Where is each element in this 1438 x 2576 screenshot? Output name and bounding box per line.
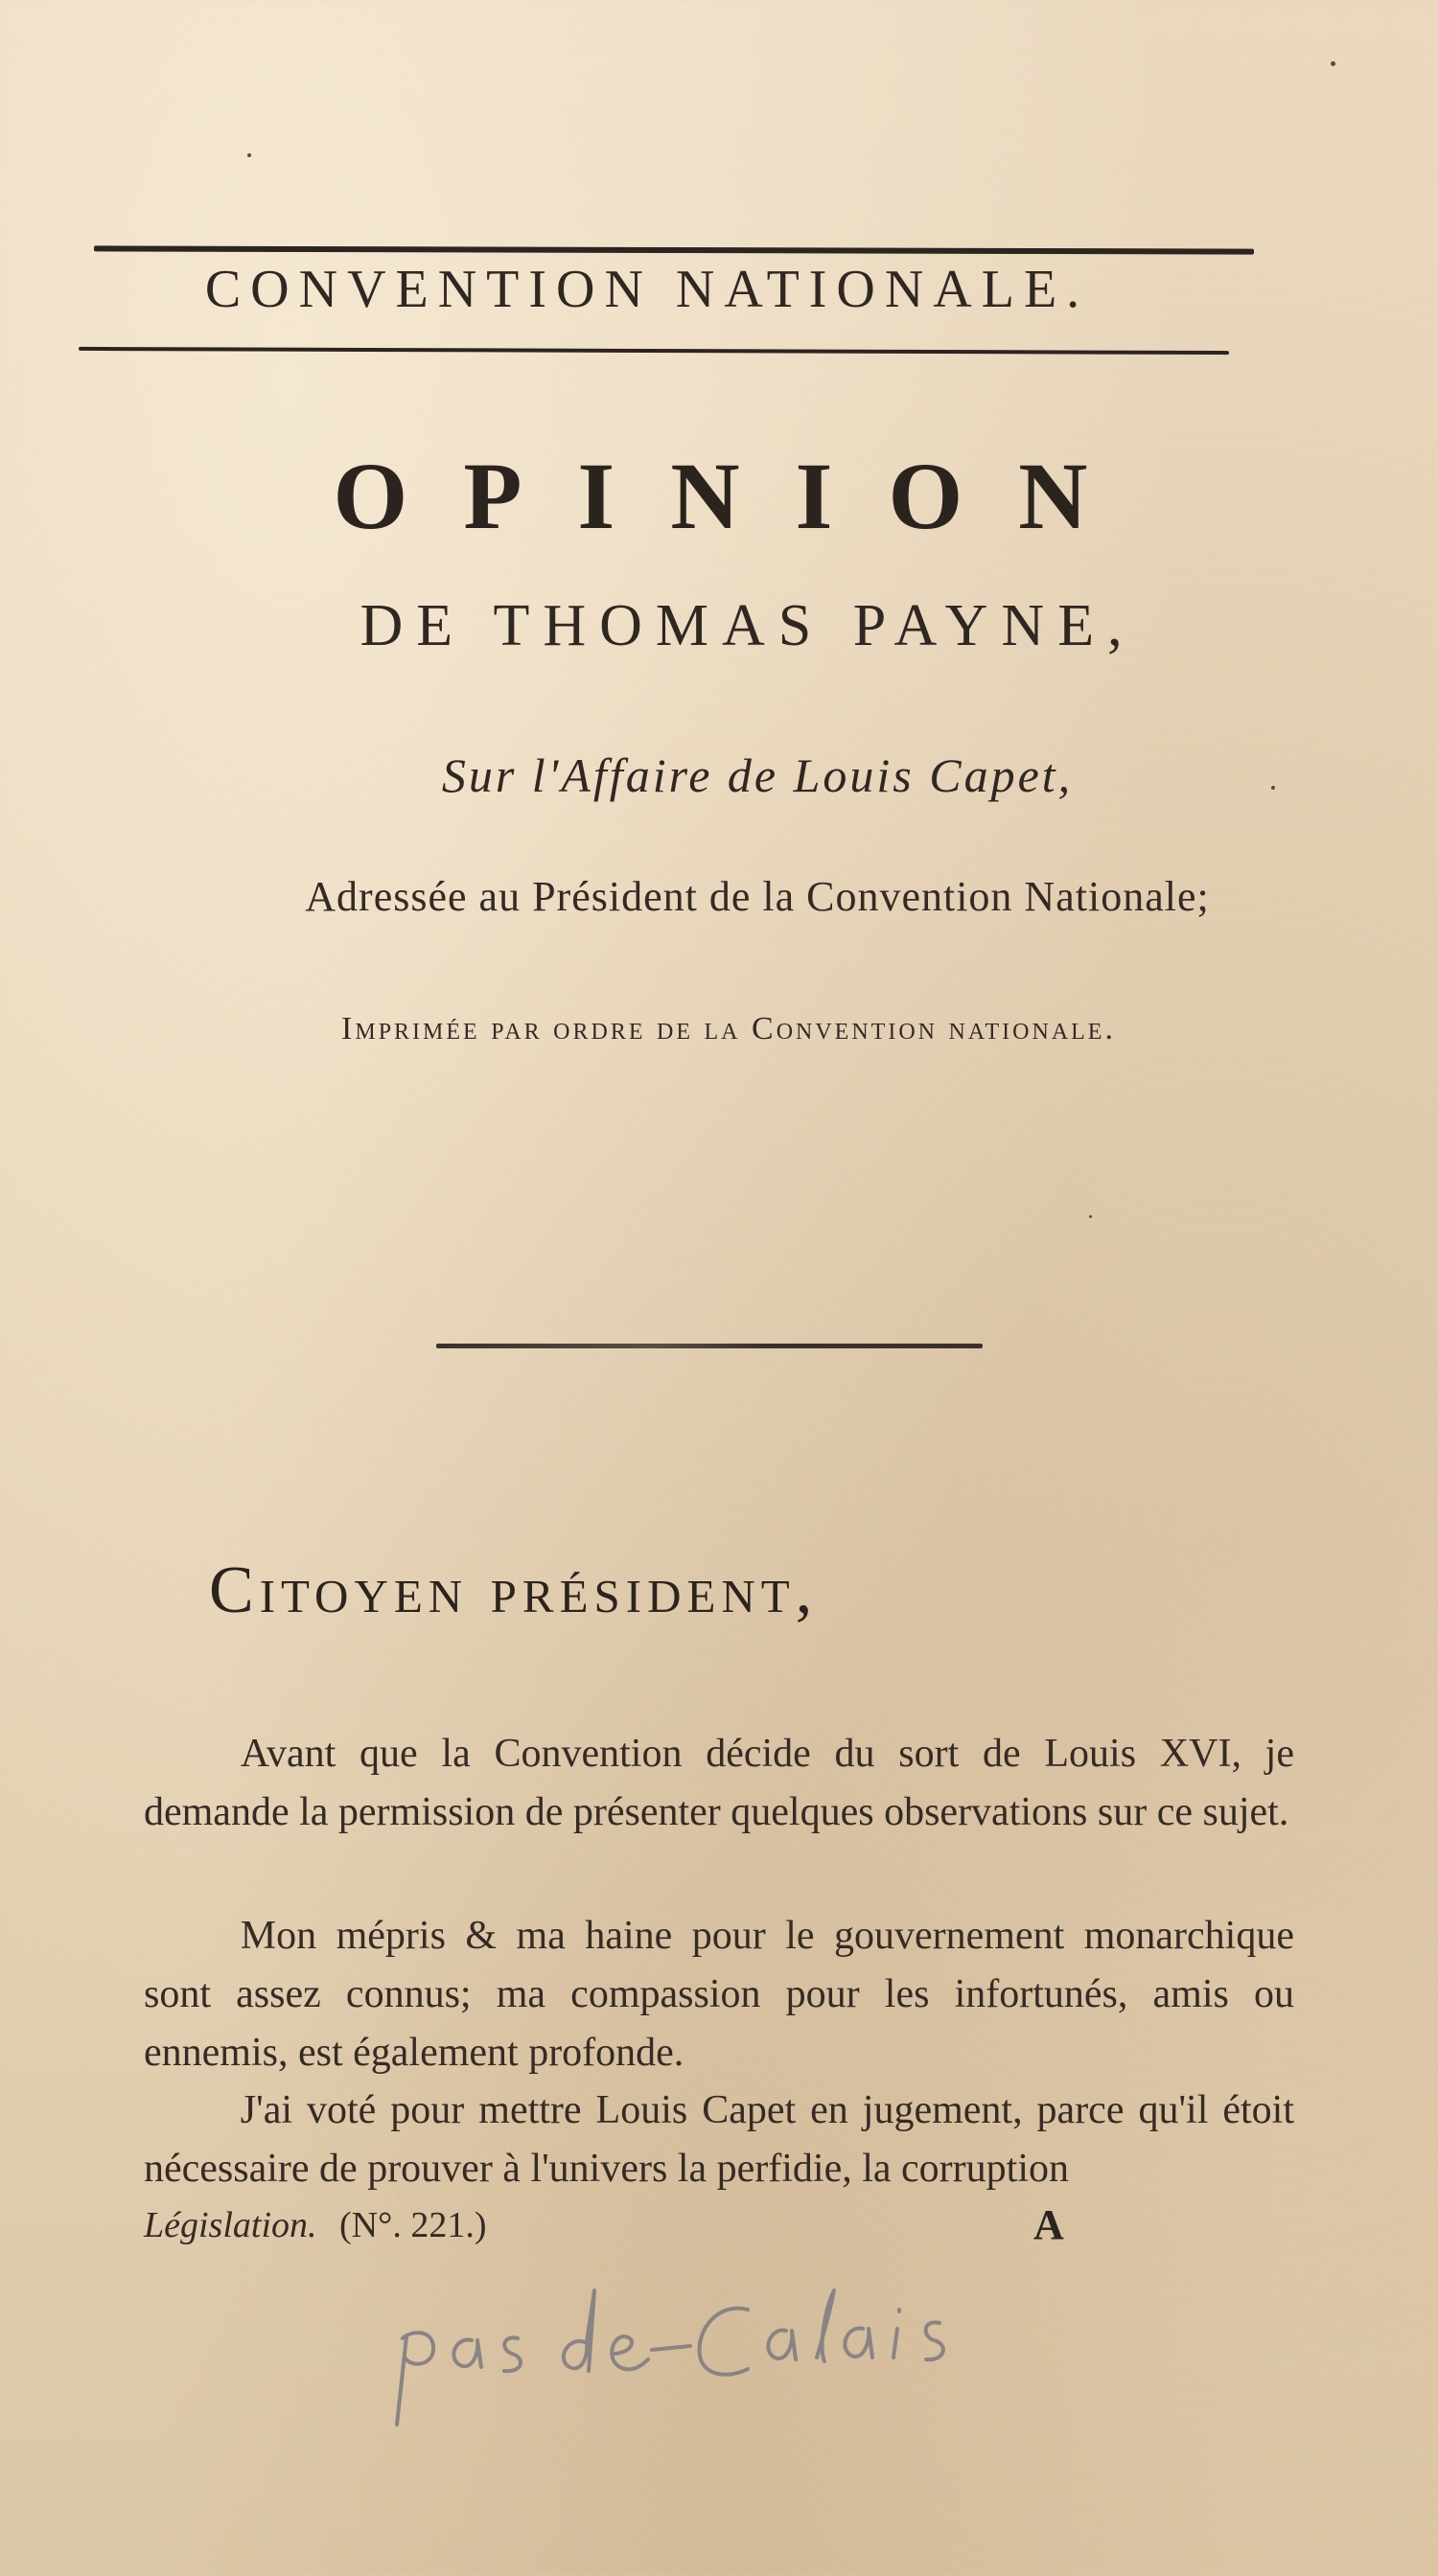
subject-line: Sur l'Affaire de Louis Capet, [441, 748, 1074, 802]
salutation: Citoyen président, [209, 1553, 819, 1627]
handwritten-pencil-note [383, 2281, 1055, 2434]
printed-by-order-line: Imprimée par ordre de la Convention nationale. [341, 1011, 1116, 1046]
signature-mark: A [1033, 2201, 1064, 2248]
paper-speck [247, 153, 251, 157]
paper-speck [1271, 786, 1275, 790]
author-line: DE THOMAS PAYNE, [360, 593, 1136, 658]
header-bottom-rule [79, 347, 1229, 355]
opinion-title: OPINION [333, 443, 1144, 549]
address-line: Adressée au Président de la Convention Nationale; [305, 873, 1210, 920]
paragraph-1: Avant que la Convention décide du sort de Louis XVI, je demande la permission de présenter quelques observations sur ce sujet. [144, 1732, 1294, 1834]
footer-section: Législation. [144, 2205, 317, 2245]
header-top-rule [94, 245, 1254, 254]
paper-speck [1331, 61, 1335, 66]
paper-speck [1089, 1215, 1092, 1218]
footer-number: (N°. 221.) [339, 2205, 487, 2245]
paragraph-2: Mon mépris & ma haine pour le gouvernement monarchique sont assez connus; ma compassion pour les infortunés, amis ou ennemis, est également profonde. [144, 1914, 1294, 2075]
paragraph-3: J'ai voté pour mettre Louis Capet en jugement, parce qu'il étoit nécessaire de prouver à l'univers la perfidie, la corruption [144, 2088, 1294, 2191]
ornamental-divider [436, 1344, 983, 1348]
header-title: CONVENTION NATIONALE. [204, 260, 1090, 319]
footer-signature [144, 2204, 486, 2246]
